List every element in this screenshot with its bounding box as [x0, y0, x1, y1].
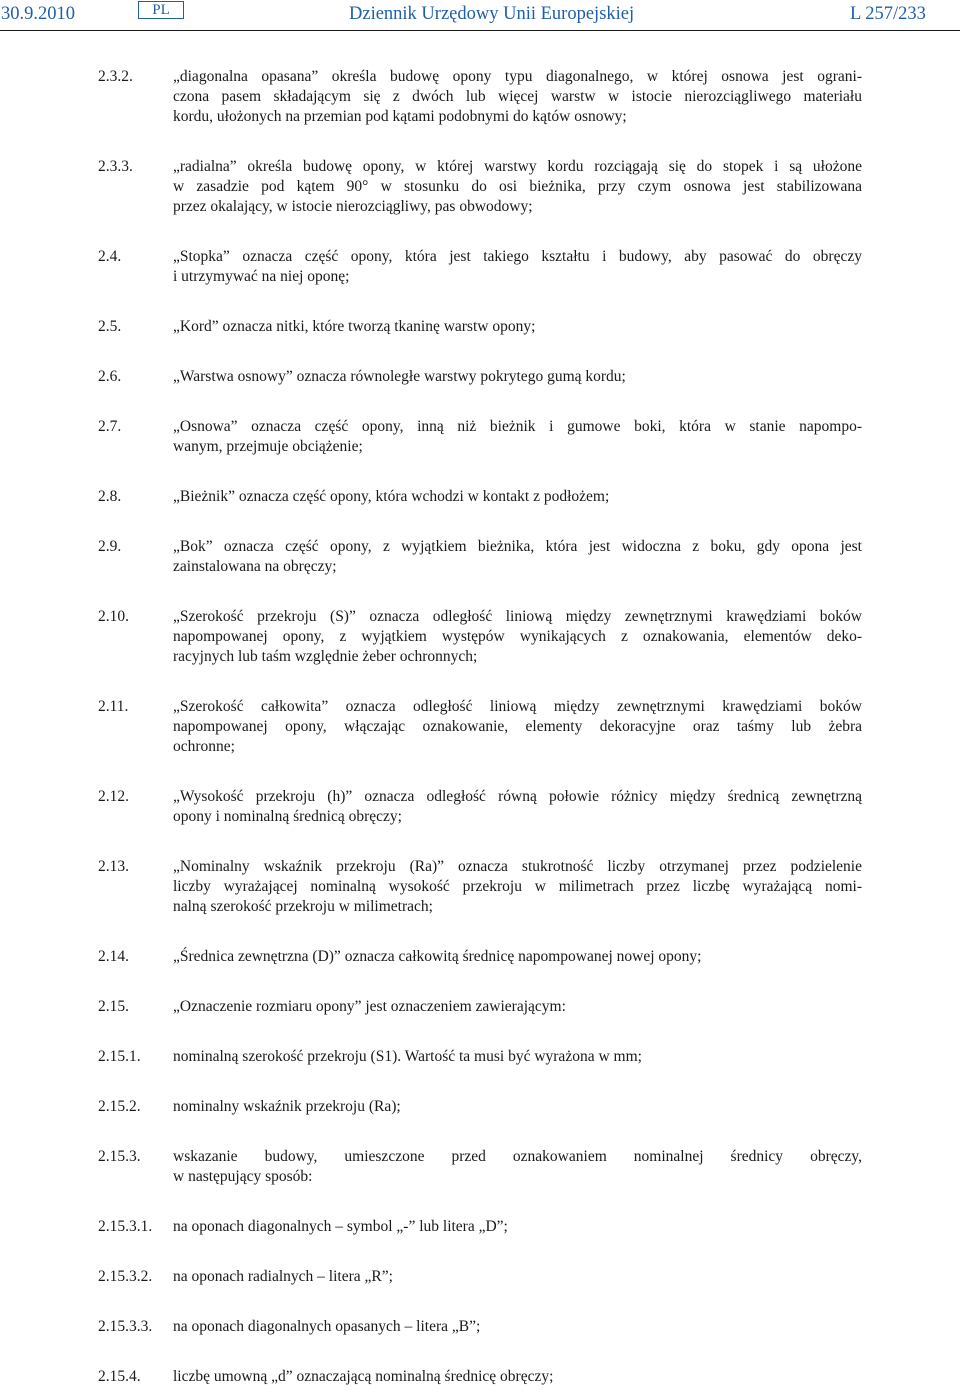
- text-line: na oponach diagonalnych opasanych – litera „B”;: [173, 1318, 481, 1335]
- definition-item: [98, 1047, 862, 1067]
- definition-item: [98, 247, 862, 287]
- text-line: nominalny wskaźnik przekroju (Ra);: [173, 1098, 401, 1115]
- definition-item: [98, 67, 862, 127]
- definition-item: [98, 857, 862, 917]
- item-number: 2.8.: [98, 488, 122, 505]
- text-line: „Warstwa osnowy” oznacza równoległe warstwy pokrytego gumą kordu;: [173, 368, 626, 385]
- journal-title: Dziennik Urzędowy Unii Europejskiej: [349, 4, 635, 24]
- item-text: [173, 67, 862, 127]
- item-number: 2.3.3.: [98, 158, 133, 175]
- item-text: [173, 537, 862, 577]
- text-line: nalną szerokość przekroju w milimetrach;: [173, 898, 433, 915]
- item-text: [173, 607, 862, 667]
- item-number: 2.4.: [98, 248, 122, 265]
- text-line: zainstalowana na obręczy;: [173, 558, 337, 575]
- item-number: 2.15.3.: [98, 1148, 141, 1165]
- definition-item: [98, 487, 862, 507]
- item-text: [173, 697, 862, 757]
- definition-item: [98, 1267, 862, 1287]
- item-text: [173, 1317, 862, 1337]
- text-line: wanym, przejmuje obciążenie;: [173, 438, 363, 455]
- text-line: napompowanej opony, włączając oznakowanie, elementy dekoracyjne oraz taśmy lub żebra: [173, 718, 862, 735]
- definition-item: [98, 1367, 862, 1387]
- text-line: „Bieżnik” oznacza część opony, która wchodzi w kontakt z podłożem;: [173, 488, 610, 505]
- item-number: 2.12.: [98, 788, 129, 805]
- language-badge: PL: [138, 1, 184, 19]
- text-line: „Wysokość przekroju (h)” oznacza odległość równą połowie różnicy między średnicą zewnętrzną: [173, 788, 862, 805]
- item-text: [173, 487, 862, 507]
- definition-item: [98, 417, 862, 457]
- item-text: [173, 1047, 862, 1067]
- text-line: „Oznaczenie rozmiaru opony” jest oznaczeniem zawierającym:: [173, 998, 566, 1015]
- text-line: ochronne;: [173, 738, 235, 755]
- item-number: 2.13.: [98, 858, 129, 875]
- text-line: i utrzymywać na niej oponę;: [173, 268, 350, 285]
- text-line: opony i nominalną średnicą obręczy;: [173, 808, 402, 825]
- item-number: 2.15.3.2.: [98, 1268, 153, 1285]
- item-text: [173, 417, 862, 457]
- definition-item: [98, 787, 862, 827]
- definition-item: [98, 607, 862, 667]
- item-number: 2.15.4.: [98, 1368, 141, 1385]
- definition-item: [98, 537, 862, 577]
- definition-item: [98, 1217, 862, 1237]
- text-line: racyjnych lub taśm względnie żeber ochronnych;: [173, 648, 478, 665]
- item-text: [173, 1147, 862, 1187]
- item-text: [173, 787, 862, 827]
- text-line: w zasadzie pod kątem 90° w stosunku do osi bieżnika, przy czym osnowa jest stabilizowana: [173, 178, 862, 195]
- item-text: [173, 1367, 862, 1387]
- item-text: [173, 367, 862, 387]
- item-text: [173, 947, 862, 967]
- item-number: 2.10.: [98, 608, 129, 625]
- item-text: [173, 997, 862, 1017]
- text-line: przez okalający, w istocie nierozciągliwy, pas obwodowy;: [173, 198, 533, 215]
- text-line: „Szerokość przekroju (S)” oznacza odległość liniową między zewnętrznymi krawędziami boków: [173, 608, 862, 625]
- text-line: kordu, ułożonych na przemian pod kątami podobnymi do kątów osnowy;: [173, 108, 627, 125]
- definition-item: [98, 317, 862, 337]
- text-line: „Bok” oznacza część opony, z wyjątkiem bieżnika, która jest widoczna z boku, gdy opona jest: [173, 538, 862, 555]
- text-line: „Stopka” oznacza część opony, która jest takiego kształtu i budowy, aby pasować do obręczy: [173, 248, 862, 265]
- text-line: na oponach radialnych – litera „R”;: [173, 1268, 393, 1285]
- text-line: nominalną szerokość przekroju (S1). Wartość ta musi być wyrażona w mm;: [173, 1048, 642, 1065]
- item-text: [173, 1267, 862, 1287]
- item-number: 2.11.: [98, 698, 129, 715]
- item-text: [173, 857, 862, 917]
- definition-item: [98, 1097, 862, 1117]
- text-line: wskazanie budowy, umieszczone przed oznakowaniem nominalnej średnicy obręczy,: [173, 1148, 862, 1165]
- text-line: „Nominalny wskaźnik przekroju (Ra)” oznacza stukrotność liczby otrzymanej przez podzielenie: [173, 858, 862, 875]
- text-line: „Kord” oznacza nitki, które tworzą tkaninę warstw opony;: [173, 318, 536, 335]
- item-number: 2.15.1.: [98, 1048, 141, 1065]
- definition-item: [98, 157, 862, 217]
- publication-date: 30.9.2010: [1, 4, 75, 24]
- item-number: 2.7.: [98, 418, 122, 435]
- item-text: [173, 247, 862, 287]
- text-line: „Szerokość całkowita” oznacza odległość liniową między zewnętrznymi krawędziami boków: [173, 698, 862, 715]
- definition-item: [98, 997, 862, 1017]
- item-number: 2.14.: [98, 948, 129, 965]
- item-number: 2.15.2.: [98, 1098, 141, 1115]
- text-line: liczby wyrażającej nominalną wysokość przekroju w milimetrach przez liczbę wyrażającą nomi-: [173, 878, 862, 895]
- item-number: 2.5.: [98, 318, 122, 335]
- item-text: [173, 1217, 862, 1237]
- text-line: na oponach diagonalnych – symbol „-” lub litera „D”;: [173, 1218, 508, 1235]
- item-number: 2.15.: [98, 998, 129, 1015]
- item-number: 2.15.3.1.: [98, 1218, 153, 1235]
- text-line: „Średnica zewnętrzna (D)” oznacza całkowitą średnicę napompowanej nowej opony;: [173, 948, 702, 965]
- definition-item: [98, 697, 862, 757]
- item-number: 2.9.: [98, 538, 122, 555]
- item-number: 2.15.3.3.: [98, 1318, 153, 1335]
- text-line: w następujący sposób:: [173, 1168, 313, 1185]
- definition-item: [98, 1147, 862, 1187]
- definition-item: [98, 947, 862, 967]
- text-line: „radialna” określa budowę opony, w której warstwy kordu rozciągają się do stopek i są ułożone: [173, 158, 862, 175]
- text-line: liczbę umowną „d” oznaczającą nominalną średnicę obręczy;: [173, 1368, 554, 1385]
- item-number: 2.6.: [98, 368, 122, 385]
- item-text: [173, 317, 862, 337]
- item-text: [173, 157, 862, 217]
- text-line: czona pasem składającym się z dwóch lub więcej warstw w istocie nierozciągliwego materiału: [173, 88, 862, 105]
- text-line: napompowanej opony, z wyjątkiem występów wynikających z oznakowania, elementów deko-: [173, 628, 862, 645]
- text-line: „diagonalna opasana” określa budowę opony typu diagonalnego, w której osnowa jest ograni-: [173, 68, 862, 85]
- item-number: 2.3.2.: [98, 68, 133, 85]
- text-line: „Osnowa” oznacza część opony, inną niż bieżnik i gumowe boki, która w stanie napompo-: [173, 418, 862, 435]
- item-text: [173, 1097, 862, 1117]
- definition-item: [98, 367, 862, 387]
- page-number: L 257/233: [850, 4, 926, 24]
- definition-item: [98, 1317, 862, 1337]
